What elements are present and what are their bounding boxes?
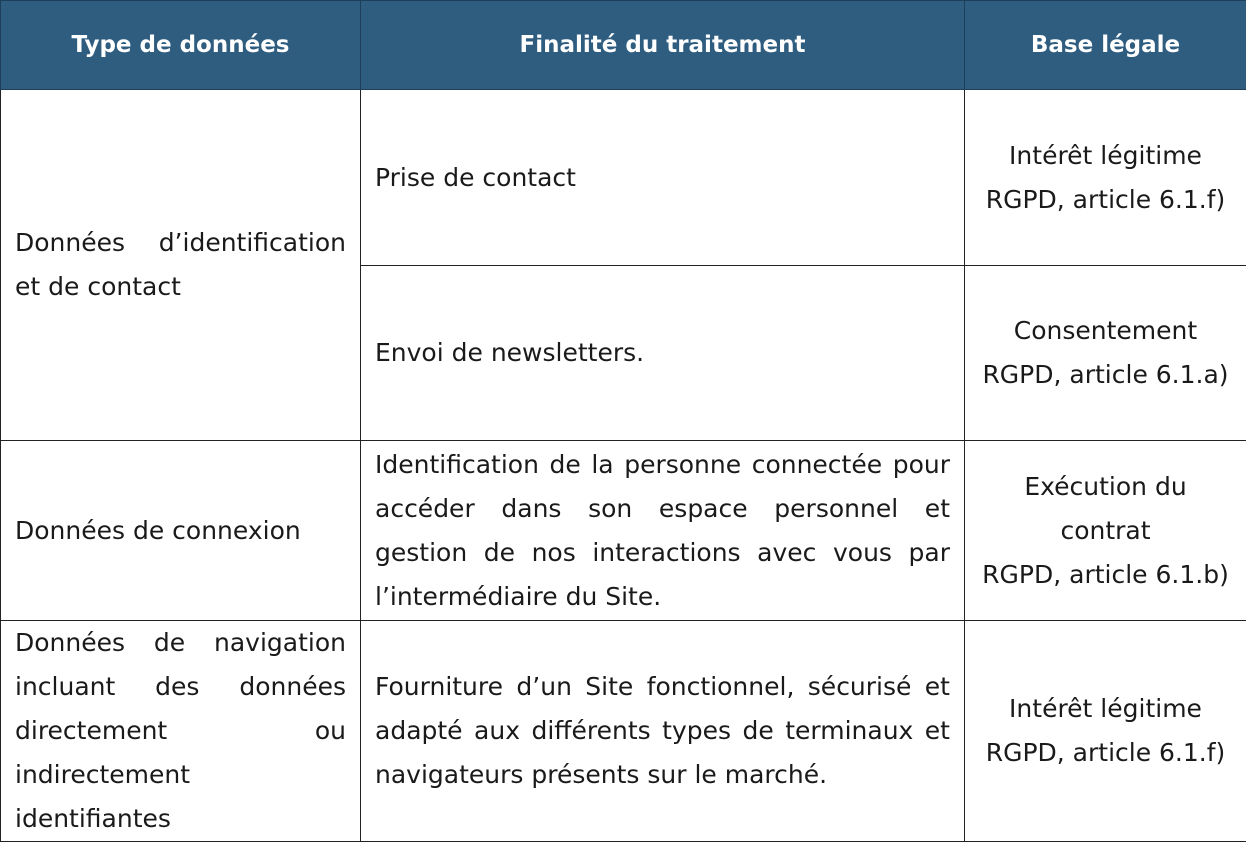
legal-basis-line: contrat: [971, 509, 1240, 553]
table-row: [1, 441, 1246, 621]
data-type-cell: Données de navigation incluant des données directement ou indirectement identifiantes: [1, 621, 361, 842]
purpose-cell: Identification de la personne connectée pour accéder dans son espace personnel et gestion de nos interactions avec vous par l’intermédiaire du Site.: [361, 441, 965, 621]
legal-basis-line: Intérêt légitime: [971, 687, 1240, 731]
legal-basis-line: Consentement: [971, 309, 1240, 353]
legal-basis-line: RGPD, article 6.1.a): [971, 353, 1240, 397]
header-base-legale: Base légale: [965, 1, 1246, 90]
legal-basis-cell: [965, 266, 1246, 441]
legal-basis-line: RGPD, article 6.1.f): [971, 178, 1240, 222]
table-row: [1, 90, 1246, 266]
legal-basis-line: Exécution du: [971, 465, 1240, 509]
legal-basis-line: RGPD, article 6.1.f): [971, 731, 1240, 775]
purpose-cell: Prise de contact: [361, 90, 965, 266]
header-finalite: Finalité du traitement: [361, 1, 965, 90]
table-header-row: [1, 1, 1246, 90]
header-type-de-donnees: Type de données: [1, 1, 361, 90]
legal-basis-line: Intérêt légitime: [971, 134, 1240, 178]
legal-basis-cell: [965, 441, 1246, 621]
data-type-cell: Données de connexion: [1, 441, 361, 621]
table-row: [1, 621, 1246, 842]
purpose-cell: Envoi de newsletters.: [361, 266, 965, 441]
data-type-cell: Données d’identification et de contact: [1, 90, 361, 441]
legal-basis-cell: [965, 621, 1246, 842]
purpose-cell: Fourniture d’un Site fonctionnel, sécurisé et adapté aux différents types de terminaux et navigateurs présents sur le marché.: [361, 621, 965, 842]
legal-basis-line: RGPD, article 6.1.b): [971, 553, 1240, 597]
legal-basis-cell: [965, 90, 1246, 266]
